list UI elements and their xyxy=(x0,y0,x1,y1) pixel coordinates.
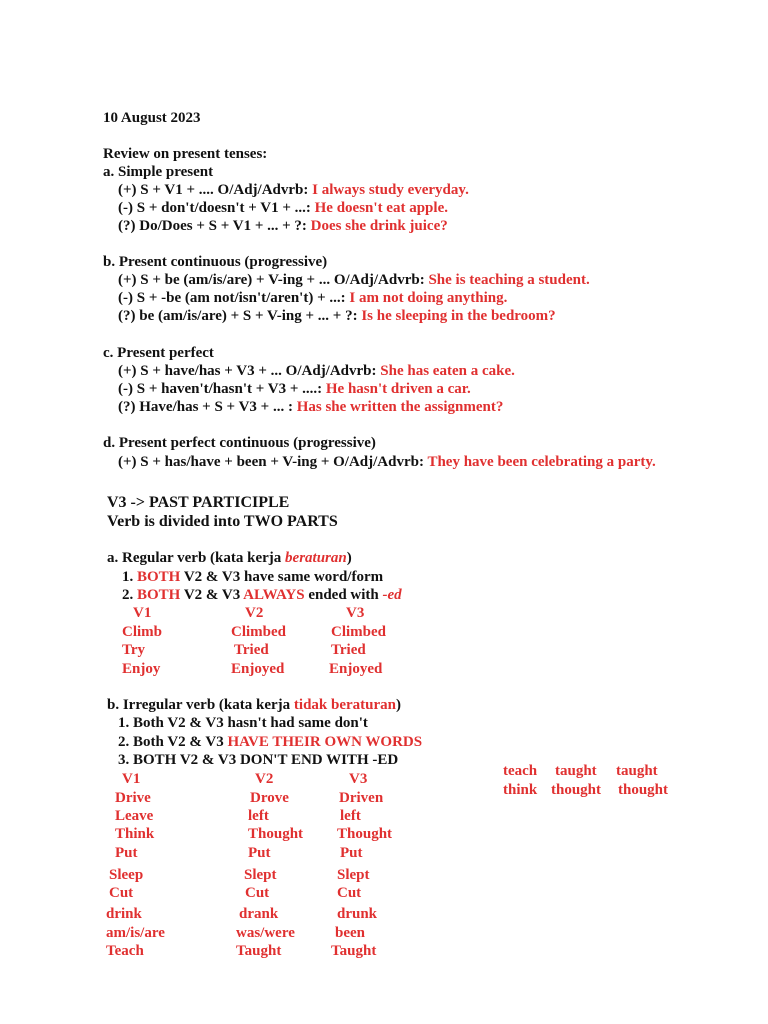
irregular-v3-cell: been xyxy=(335,925,365,941)
rule-emphasis: BOTH xyxy=(137,569,181,585)
irregular-v1-cell: Sleep xyxy=(109,867,144,883)
formula-text: (-) S + don't/doesn't + V1 + ...: xyxy=(118,200,311,216)
irregular-v2-cell: Put xyxy=(248,845,271,861)
date: 10 August 2023 xyxy=(103,110,201,126)
rule-number: 2. xyxy=(122,587,137,603)
rule-emphasis: -ed xyxy=(382,587,402,603)
side-v1-cell: teach xyxy=(503,763,538,779)
irregular-v2-cell: Cut xyxy=(245,885,270,901)
rule-text: V2 & V3 have same word/form xyxy=(180,569,384,585)
irregular-v1-cell: drink xyxy=(106,906,142,922)
irregular-v2-cell: left xyxy=(248,808,269,824)
irregular-verb-title xyxy=(107,696,401,714)
irregular-rule-1: 1. Both V2 & V3 hasn't had same don't xyxy=(118,715,368,731)
formula-text: (?) be (am/is/are) + S + V-ing + ... + ?: xyxy=(118,308,358,324)
rule-text: 2. Both V2 & V3 xyxy=(118,734,228,750)
v3-subheading: Verb is divided into TWO PARTS xyxy=(107,513,338,530)
regular-title-term: beraturan xyxy=(285,550,347,566)
regular-rule-2 xyxy=(122,586,402,604)
formula-line xyxy=(118,289,507,307)
side-v1-cell: think xyxy=(503,782,538,798)
regular-title-close: ) xyxy=(346,550,352,566)
irregular-v2-cell: drank xyxy=(239,906,279,922)
irregular-v3-cell: left xyxy=(340,808,361,824)
formula-text: (+) S + have/has + V3 + ... O/Adj/Advrb: xyxy=(118,363,377,379)
formula-text: (-) S + -be (am not/isn't/aren't) + ...: xyxy=(118,290,346,306)
irregular-v2-cell: Drove xyxy=(250,790,289,806)
example-text: They have been celebrating a party. xyxy=(423,454,656,470)
formula-text: (+) S + be (am/is/are) + V-ing + ... O/Adj/Advrb: xyxy=(118,272,425,288)
regular-v1-cell: Enjoy xyxy=(122,661,161,677)
irregular-v3-cell: Put xyxy=(340,845,363,861)
rule-emphasis: HAVE THEIR OWN WORDS xyxy=(227,734,423,750)
section-title-present-perfect-continuous: d. Present perfect continuous (progressive) xyxy=(103,435,376,451)
regular-v3-cell: Climbed xyxy=(331,624,387,640)
v3-heading: V3 -> PAST PARTICIPLE xyxy=(107,494,290,511)
formula-line xyxy=(118,380,471,398)
section-title-simple-present: a. Simple present xyxy=(103,164,214,180)
regular-header-v2: V2 xyxy=(245,605,264,621)
irregular-v1-cell: am/is/are xyxy=(106,925,165,941)
irregular-header-v1: V1 xyxy=(122,771,141,787)
irregular-v1-cell: Leave xyxy=(115,808,154,824)
example-text: He hasn't driven a car. xyxy=(322,381,471,397)
formula-text: (+) S + has/have + been + V-ing + O/Adj/Advrb: xyxy=(118,454,424,470)
irregular-header-v3: V3 xyxy=(349,771,368,787)
formula-line xyxy=(118,199,448,217)
rule-emphasis: BOTH xyxy=(137,587,181,603)
formula-line xyxy=(118,398,503,416)
formula-line xyxy=(118,217,448,235)
formula-text: (?) Have/has + S + V3 + ... : xyxy=(118,399,293,415)
rule-text: V2 & V3 xyxy=(180,587,244,603)
irregular-v3-cell: Thought xyxy=(337,826,393,842)
irregular-title-term: tidak beraturan xyxy=(293,697,397,713)
side-v2-cell: thought xyxy=(551,782,602,798)
section-title-present-continuous: b. Present continuous (progressive) xyxy=(103,254,328,270)
regular-v2-cell: Enjoyed xyxy=(231,661,285,677)
example-text: He doesn't eat apple. xyxy=(310,200,448,216)
regular-header-v3: V3 xyxy=(346,605,365,621)
regular-v1-cell: Climb xyxy=(122,624,163,640)
example-text: She is teaching a student. xyxy=(424,272,590,288)
irregular-rule-2 xyxy=(118,733,422,751)
irregular-v3-cell: Taught xyxy=(331,943,377,959)
irregular-v2-cell: Thought xyxy=(248,826,304,842)
irregular-v1-cell: Drive xyxy=(115,790,151,806)
irregular-v3-cell: Slept xyxy=(337,867,370,883)
side-v3-cell: taught xyxy=(616,763,658,779)
rule-text: ended with xyxy=(304,587,383,603)
irregular-rule-3: 3. BOTH V2 & V3 DON'T END WITH -ED xyxy=(118,752,399,768)
regular-rule-1 xyxy=(122,568,383,586)
regular-v3-cell: Tried xyxy=(331,642,366,658)
irregular-title-close: ) xyxy=(396,697,402,713)
example-text: Does she drink juice? xyxy=(306,218,448,234)
irregular-v3-cell: drunk xyxy=(337,906,378,922)
formula-line xyxy=(118,307,556,325)
irregular-header-v2: V2 xyxy=(255,771,274,787)
irregular-v1-cell: Cut xyxy=(109,885,134,901)
formula-line xyxy=(118,181,469,199)
regular-title-text: a. Regular verb (kata kerja xyxy=(107,550,286,566)
example-text: Has she written the assignment? xyxy=(292,399,504,415)
irregular-title-text: b. Irregular verb (kata kerja xyxy=(107,697,294,713)
section-title-present-perfect: c. Present perfect xyxy=(103,345,214,361)
regular-v1-cell: Try xyxy=(122,642,146,658)
irregular-v2-cell: Taught xyxy=(236,943,282,959)
example-text: I am not doing anything. xyxy=(345,290,508,306)
rule-emphasis: ALWAYS xyxy=(243,587,305,603)
regular-verb-title xyxy=(107,549,352,567)
formula-line xyxy=(118,453,656,471)
example-text: Is he sleeping in the bedroom? xyxy=(357,308,556,324)
irregular-v2-cell: was/were xyxy=(236,925,295,941)
review-heading: Review on present tenses: xyxy=(103,146,268,162)
rule-number: 1. xyxy=(122,569,137,585)
irregular-v2-cell: Slept xyxy=(244,867,277,883)
regular-v2-cell: Tried xyxy=(234,642,269,658)
irregular-v3-cell: Cut xyxy=(337,885,362,901)
irregular-v1-cell: Put xyxy=(115,845,138,861)
regular-v3-cell: Enjoyed xyxy=(329,661,383,677)
formula-line xyxy=(118,362,515,380)
irregular-v1-cell: Teach xyxy=(106,943,144,959)
regular-v2-cell: Climbed xyxy=(231,624,287,640)
example-text: I always study everyday. xyxy=(308,182,469,198)
formula-text: (+) S + V1 + .... O/Adj/Advrb: xyxy=(118,182,309,198)
irregular-v3-cell: Driven xyxy=(339,790,384,806)
formula-text: (?) Do/Does + S + V1 + ... + ?: xyxy=(118,218,307,234)
side-v2-cell: taught xyxy=(555,763,597,779)
regular-header-v1: V1 xyxy=(133,605,152,621)
irregular-v1-cell: Think xyxy=(115,826,155,842)
example-text: She has eaten a cake. xyxy=(376,363,515,379)
formula-text: (-) S + haven't/hasn't + V3 + ....: xyxy=(118,381,323,397)
formula-line xyxy=(118,271,590,289)
side-v3-cell: thought xyxy=(618,782,669,798)
